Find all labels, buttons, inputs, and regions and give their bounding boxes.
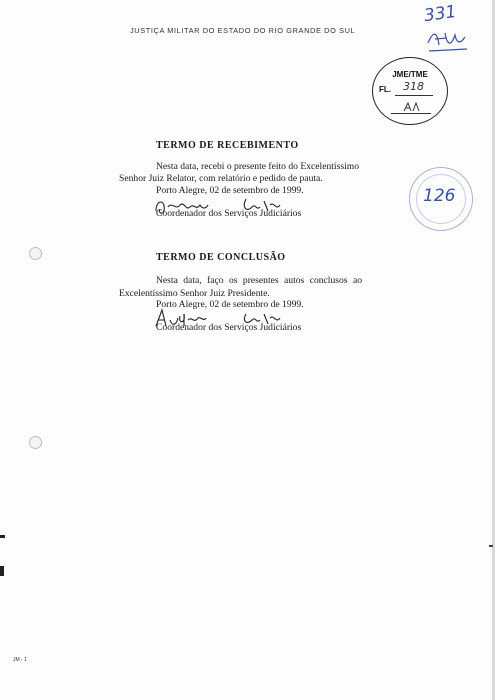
recebimento-title: TERMO DE RECEBIMENTO [156, 140, 299, 151]
stamp-initials [403, 102, 423, 112]
jme-folio-stamp [372, 57, 448, 125]
conclusao-line-2: Excelentíssimo Senhor Juiz Presidente. [119, 288, 270, 299]
conclusao-role: Coordenador dos Serviços Judiciários [156, 322, 302, 333]
conclusao-title: TERMO DE CONCLUSÃO [156, 252, 286, 263]
institution-header: JUSTIÇA MILITAR DO ESTADO DO RIO GRANDE DO SUL [130, 26, 356, 35]
recebimento-place-date: Porto Alegre, 02 de setembro de 1999. [156, 185, 304, 196]
stamp-line [391, 113, 431, 114]
stamp-fl-label: FL. [379, 85, 391, 94]
stamp-line [395, 95, 433, 96]
stamp-title: JME/TME [392, 70, 428, 79]
recebimento-line-2: Senhor Juiz Relator, com relatório e pedido de pauta. [119, 173, 323, 184]
recebimento-line-1: Nesta data, recebi o presente feito do Excelentíssimo [156, 161, 359, 172]
margin-mark [489, 545, 493, 547]
stamp-fl-number: 318 [403, 80, 424, 93]
blue-stamp-number: 126 [423, 186, 456, 206]
handwritten-initials [425, 25, 471, 55]
conclusao-line-1: Nesta data, faço os presentes autos conclusos ao [156, 275, 362, 286]
form-code: JM - 1 [13, 657, 27, 663]
recebimento-role: Coordenador dos Serviços Judiciários [156, 208, 302, 219]
margin-mark [0, 566, 4, 576]
punch-hole [29, 436, 42, 449]
blue-folio-stamp [409, 167, 473, 231]
punch-hole [29, 247, 42, 260]
conclusao-place-date: Porto Alegre, 02 de setembro de 1999. [156, 299, 304, 310]
margin-mark [0, 535, 5, 538]
handwritten-page-number: 331 [422, 1, 458, 27]
